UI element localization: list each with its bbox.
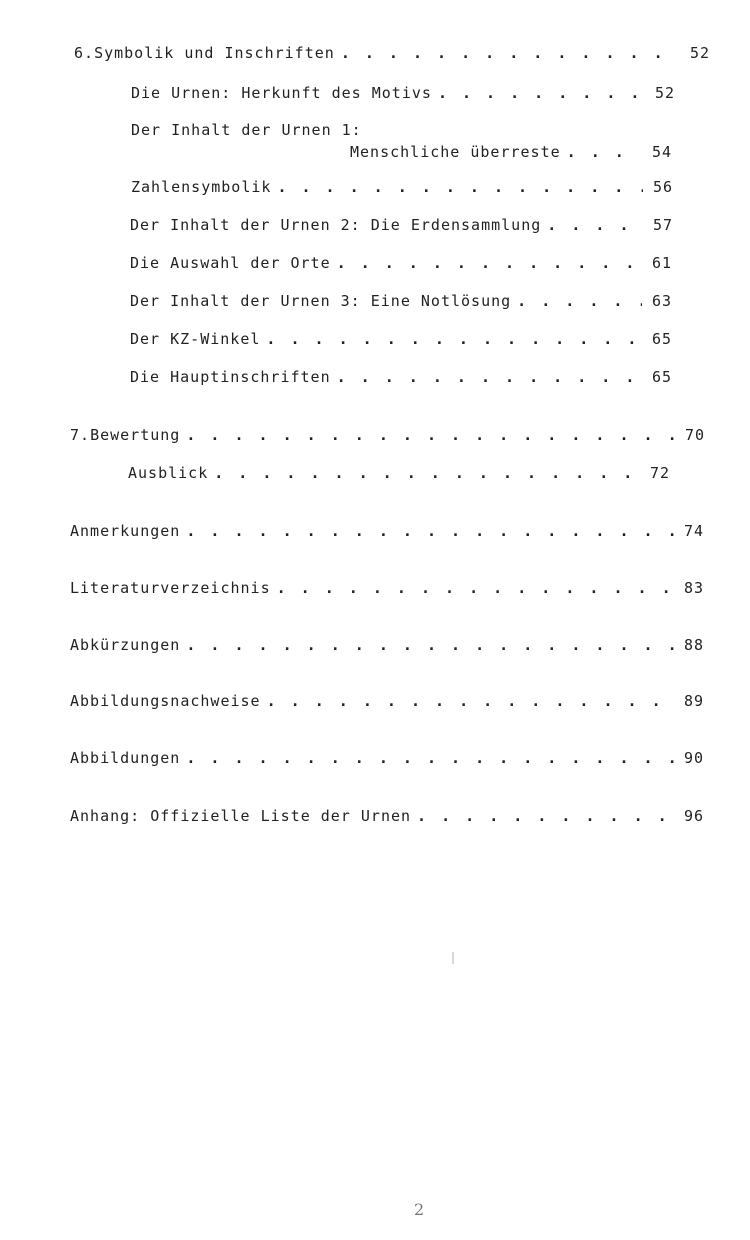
toc-entry-sub [130, 368, 672, 390]
leader-dots [186, 522, 674, 540]
page-number: 52 [689, 44, 710, 62]
leader-dots [417, 807, 674, 825]
page-number: 56 [652, 178, 673, 196]
toc-entry-abbildungsnachweise [70, 692, 704, 714]
chapter-number: 7. [70, 426, 91, 444]
toc-entry-sub [130, 292, 672, 314]
section-title: Der Inhalt der Urnen 1: [131, 121, 362, 139]
leader-dots [267, 692, 674, 710]
chapter-number: 6. [74, 44, 95, 62]
page-number: 63 [651, 292, 672, 310]
section-title: Ausblick [128, 464, 209, 482]
page-number: 61 [651, 254, 672, 272]
page-number: 65 [651, 330, 672, 348]
page-number: 89 [683, 692, 704, 710]
toc-entry-abbildungen [70, 749, 704, 771]
leader-dots [567, 143, 642, 161]
section-title: Zahlensymbolik [131, 178, 272, 196]
leader-dots [186, 426, 675, 444]
section-title: Der Inhalt der Urnen 3: Eine Notlösung [130, 292, 512, 310]
toc-entry-anmerkungen [70, 522, 704, 544]
leader-dots [186, 749, 674, 767]
scan-artifact [452, 952, 454, 964]
toc-entry-sub [131, 121, 675, 143]
leader-dots [547, 216, 643, 234]
page-footer-number: 2 [414, 1200, 425, 1219]
toc-entry-sub [130, 254, 672, 276]
leader-dots [337, 368, 642, 386]
chapter-title: Bewertung [90, 426, 181, 444]
section-title: Die Urnen: Herkunft des Motivs [131, 84, 432, 102]
toc-entry-sub-continued [350, 143, 672, 165]
toc-entry-sub [130, 216, 673, 238]
toc-entry-chapter-6 [74, 44, 710, 66]
leader-dots [277, 579, 674, 597]
toc-entry-literaturverzeichnis [70, 579, 704, 601]
leader-dots [517, 292, 642, 310]
page-number: 88 [683, 636, 704, 654]
section-title: Anmerkungen [70, 522, 181, 540]
section-title: Der KZ-Winkel [130, 330, 261, 348]
toc-entry-abkuerzungen [70, 636, 704, 658]
toc-entry-chapter-7 [70, 426, 705, 448]
page-number: 65 [651, 368, 672, 386]
section-title: Abbildungen [70, 749, 181, 767]
page-number: 72 [649, 464, 670, 482]
toc-entry-anhang [70, 807, 704, 829]
page-number: 52 [654, 84, 675, 102]
section-title: Abkürzungen [70, 636, 181, 654]
toc-entry-sub [130, 330, 672, 352]
leader-dots [337, 254, 642, 272]
section-title: Die Hauptinschriften [130, 368, 331, 386]
page-number: 96 [683, 807, 704, 825]
leader-dots [438, 84, 645, 102]
page-number: 83 [683, 579, 704, 597]
page-number: 54 [651, 143, 672, 161]
section-title: Literaturverzeichnis [70, 579, 271, 597]
leader-dots [266, 330, 642, 348]
page-number: 90 [683, 749, 704, 767]
section-title: Die Auswahl der Orte [130, 254, 331, 272]
section-title: Anhang: Offizielle Liste der Urnen [70, 807, 412, 825]
toc-entry-sub [128, 464, 670, 486]
leader-dots [277, 178, 643, 196]
leader-dots [186, 636, 674, 654]
toc-entry-sub [131, 178, 673, 200]
chapter-title: Symbolik und Inschriften [94, 44, 335, 62]
toc-entry-sub [131, 84, 675, 106]
page-number: 74 [683, 522, 704, 540]
leader-dots [341, 44, 680, 62]
section-title: Abbildungsnachweise [70, 692, 261, 710]
page-number: 57 [652, 216, 673, 234]
leader-dots [214, 464, 640, 482]
section-title-continued: Menschliche überreste [350, 143, 561, 161]
section-title: Der Inhalt der Urnen 2: Die Erdensammlung [130, 216, 542, 234]
page-number: 70 [684, 426, 705, 444]
